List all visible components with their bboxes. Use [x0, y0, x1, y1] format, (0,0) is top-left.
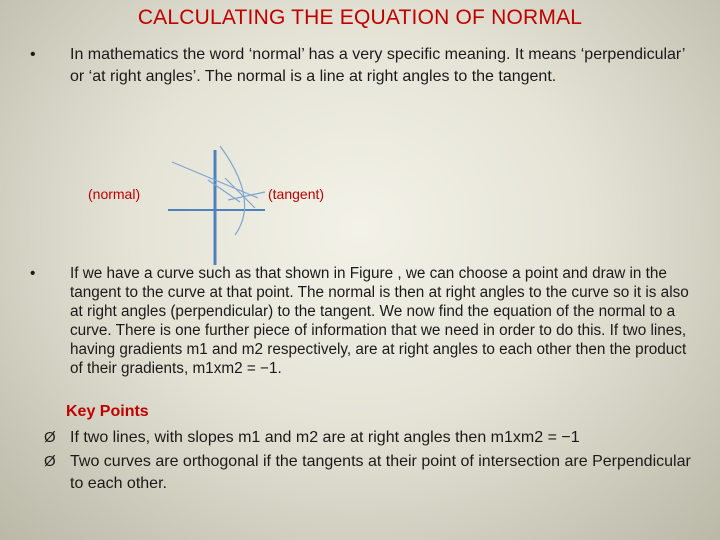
intro-text: In mathematics the word ‘normal’ has a very specific meaning. It means ‘perpendicular’ or ‘at right angles’. The normal is a line at right angles to the tangent.	[70, 46, 685, 85]
tangent-label: (tangent)	[268, 186, 325, 202]
key-point-text: If two lines, with slopes m1 and m2 are at right angles then m1xm2 = −1	[70, 429, 580, 446]
intro-paragraph	[30, 44, 690, 88]
bullet-dot: •	[30, 265, 36, 282]
key-point-item	[44, 451, 694, 495]
arrow-bullet-icon: Ø	[44, 453, 56, 470]
explanation-paragraph	[30, 264, 690, 378]
normal-label: (normal)	[88, 186, 141, 202]
normal-tangent-figure	[80, 140, 380, 265]
key-point-item	[44, 427, 694, 449]
figure-lines	[80, 140, 380, 265]
key-point-text: Two curves are orthogonal if the tangents at their point of intersection are Perpendicular to each other.	[70, 453, 691, 492]
arrow-bullet-icon: Ø	[44, 429, 56, 446]
key-points-heading: Key Points	[66, 403, 149, 420]
bullet-dot: •	[30, 46, 36, 63]
explanation-text: If we have a curve such as that shown in Figure , we can choose a point and draw in the tangent to the curve at that point. The normal is then at right angles to the curve so it is also at right angles (perpendicular) to the tangent. We now find the equation of the normal to a curve. There is one further piece of information that we need in order to do this. If two lines, having gradients m1 and m2 respectively, are at right angles to each other then the product of their gradients, m1xm2 = −1.	[70, 265, 689, 377]
slide-title: CALCULATING THE EQUATION OF NORMAL	[137, 6, 583, 29]
